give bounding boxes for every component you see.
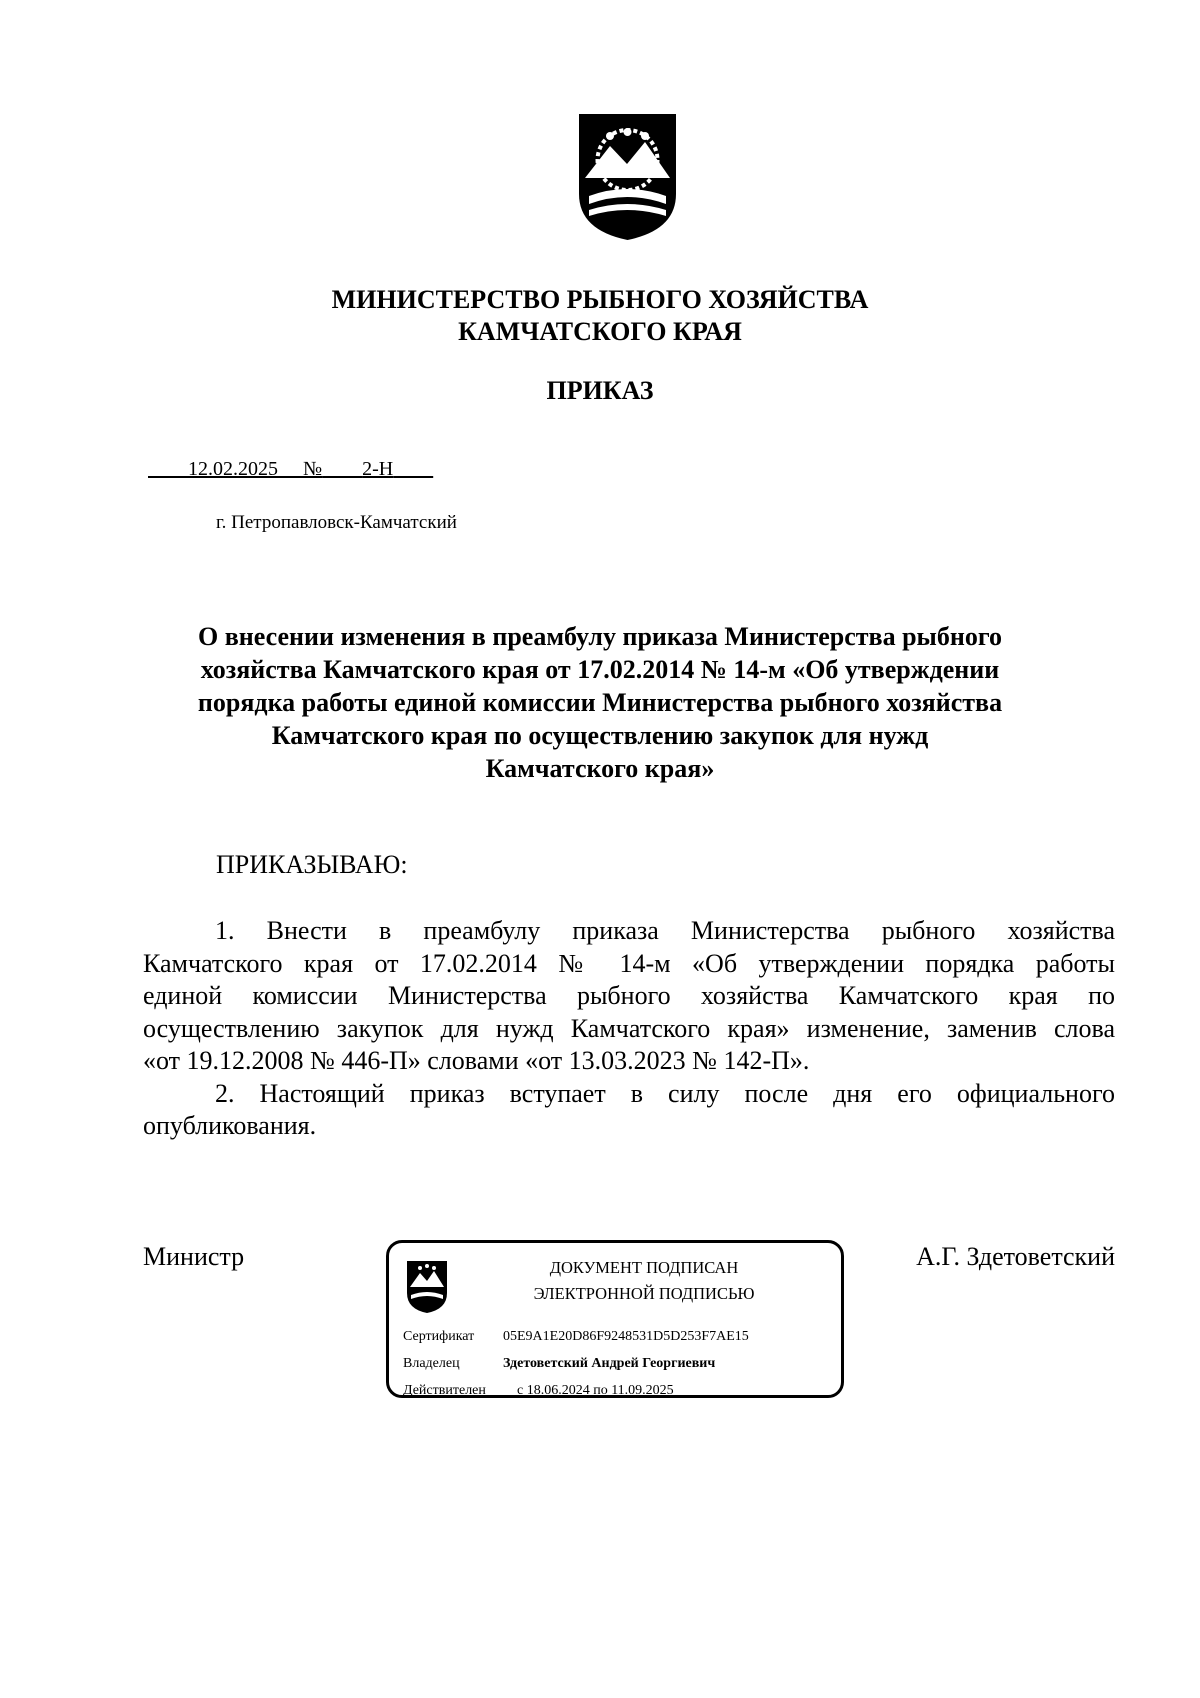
stamp-header-line2: ЭЛЕКТРОННОЙ ПОДПИСЬЮ (533, 1284, 755, 1303)
document-type: ПРИКАЗ (546, 376, 654, 405)
number-label: № (303, 458, 323, 480)
ministry-name-line2: КАМЧАТСКОГО КРАЯ (458, 317, 742, 346)
stamp-emblem-icon (405, 1259, 449, 1315)
stamp-header (479, 1255, 809, 1307)
body-line: 2. Настоящий приказ вступает в силу после дня его официального (215, 1078, 1115, 1108)
order-subject (150, 620, 1050, 785)
body-line: 1. Внести в преамбулу приказа Министерства рыбного хозяйства (215, 916, 1115, 945)
stamp-validity-row (403, 1383, 674, 1399)
subject-line: Камчатского края» (485, 754, 715, 783)
certificate-value: 05E9A1E20D86F9248531D5D253F7AE15 (503, 1329, 749, 1344)
stamp-owner-row (403, 1356, 715, 1372)
registration-line (148, 458, 433, 481)
place-of-issue: г. Петропавловск-Камчатский (216, 512, 457, 533)
owner-value: Здетоветский Андрей Георгиевич (503, 1356, 716, 1371)
stamp-header-line1: ДОКУМЕНТ ПОДПИСАН (549, 1258, 739, 1277)
subject-line: Камчатского края по осуществлению закупок для нужд (271, 721, 929, 750)
electronic-signature-stamp (386, 1240, 844, 1398)
stamp-certificate-row (403, 1329, 749, 1345)
ministry-name-line1: МИНИСТЕРСТВО РЫБНОГО ХОЗЯЙСТВА (331, 285, 869, 314)
body-line: опубликования. (143, 1111, 317, 1140)
decree-word: ПРИКАЗЫВАЮ: (216, 850, 408, 879)
subject-line: порядка работы единой комиссии Министерства рыбного хозяйства (197, 688, 1003, 717)
kamchatka-emblem-icon (575, 112, 680, 242)
signer-name: А.Г. Здетоветский (916, 1242, 1115, 1271)
body-line: осуществлению закупок для нужд Камчатского края» изменение, заменив слова (143, 1013, 1115, 1043)
body-line: единой комиссии Министерства рыбного хозяйства Камчатского края по (143, 981, 1115, 1010)
certificate-label: Сертификат (403, 1329, 475, 1344)
order-number: 2-Н (362, 458, 394, 480)
subject-line: хозяйства Камчатского края от 17.02.2014 № 14-м «Об утверждении (200, 655, 1000, 684)
order-body (143, 915, 1115, 1143)
validity-label: Действителен (403, 1383, 486, 1398)
order-date: 12.02.2025 (188, 458, 278, 480)
ministry-name (0, 284, 1200, 348)
owner-label: Владелец (403, 1356, 460, 1371)
body-line: Камчатского края от 17.02.2014 № 14-м «Об утверждении порядка работы (143, 948, 1115, 978)
body-line: «от 19.12.2008 № 446-П» словами «от 13.03.2023 № 142-П». (143, 1046, 810, 1075)
signer-title: Министр (143, 1242, 245, 1271)
subject-line: О внесении изменения в преамбулу приказа Министерства рыбного (198, 622, 1002, 651)
validity-value: с 18.06.2024 по 11.09.2025 (517, 1383, 674, 1398)
